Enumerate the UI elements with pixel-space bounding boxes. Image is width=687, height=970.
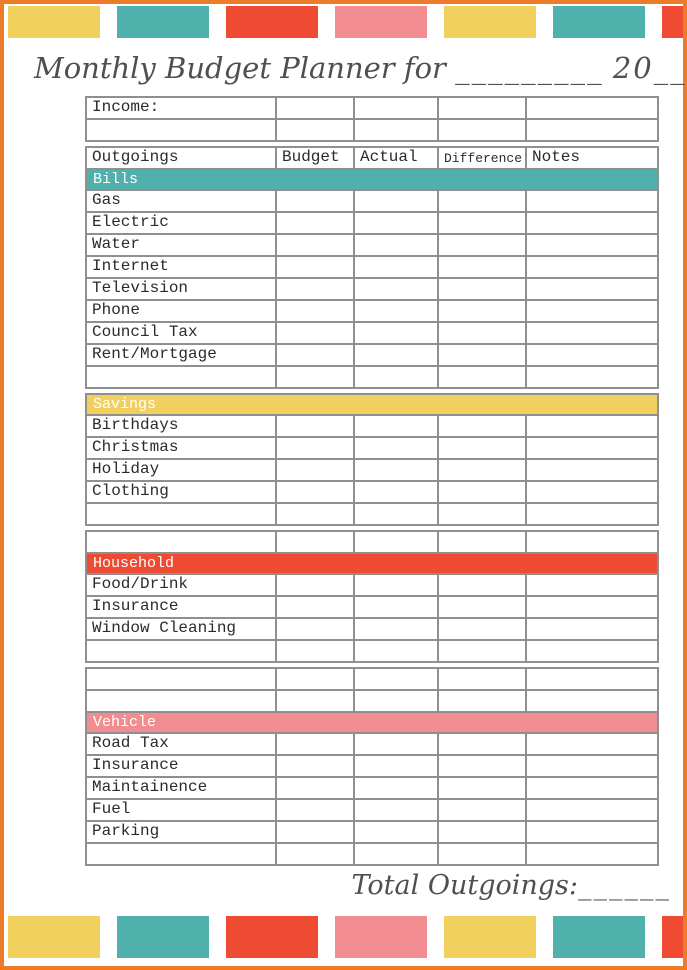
column-header-notes: Notes xyxy=(525,148,657,168)
blank-cell xyxy=(525,345,657,365)
blank-cell xyxy=(525,235,657,255)
section-band-bills: Bills xyxy=(87,168,657,189)
blank-cell xyxy=(275,734,353,754)
blank-cell xyxy=(353,416,437,436)
blank-cell xyxy=(525,532,657,552)
decor-block-red xyxy=(662,916,683,958)
blank-cell xyxy=(525,734,657,754)
table-group-4 xyxy=(85,667,659,866)
empty-row xyxy=(87,842,657,864)
blank-cell xyxy=(275,822,353,842)
blank-cell xyxy=(275,213,353,233)
column-header-outgoings: Outgoings xyxy=(92,148,179,166)
blank-cell xyxy=(525,438,657,458)
blank-cell xyxy=(87,532,275,552)
decor-bottom-row xyxy=(4,916,683,958)
row-label: Internet xyxy=(92,257,169,275)
item-row xyxy=(87,754,657,776)
blank-cell xyxy=(275,597,353,617)
item-row xyxy=(87,820,657,842)
blank-cell xyxy=(437,438,525,458)
blank-cell xyxy=(275,844,353,864)
blank-cell xyxy=(275,367,353,387)
blank-cell xyxy=(525,323,657,343)
blank-cell xyxy=(275,669,353,689)
blank-cell xyxy=(353,98,437,118)
decor-block-yellow xyxy=(444,6,536,38)
item-row xyxy=(87,277,657,299)
empty-row xyxy=(87,639,657,661)
row-label: Birthdays xyxy=(92,416,179,434)
item-row xyxy=(87,776,657,798)
blank-cell xyxy=(437,301,525,321)
title-year-blank: 20__ xyxy=(612,51,687,85)
blank-cell xyxy=(525,98,657,118)
row-label: Income: xyxy=(92,98,160,116)
blank-cell xyxy=(353,301,437,321)
blank-cell xyxy=(275,416,353,436)
blank-cell xyxy=(525,416,657,436)
row-label: Road Tax xyxy=(92,734,169,752)
row-label: Rent/Mortgage xyxy=(92,345,217,363)
decor-block-teal xyxy=(117,6,209,38)
blank-cell xyxy=(353,504,437,524)
blank-cell xyxy=(275,619,353,639)
decor-block-red xyxy=(662,6,683,38)
table-group-0 xyxy=(85,96,659,142)
column-header-difference: Difference xyxy=(437,148,525,168)
blank-cell xyxy=(353,822,437,842)
row-label: Christmas xyxy=(92,438,179,456)
blank-cell xyxy=(437,98,525,118)
blank-cell xyxy=(437,619,525,639)
empty-row xyxy=(87,669,657,689)
decor-top-row xyxy=(4,6,683,38)
blank-cell xyxy=(437,800,525,820)
decor-block-teal xyxy=(553,6,645,38)
blank-cell xyxy=(275,460,353,480)
blank-cell xyxy=(353,482,437,502)
decor-block-red xyxy=(226,916,318,958)
blank-cell xyxy=(87,367,275,387)
row-label: Insurance xyxy=(92,597,179,615)
blank-cell xyxy=(525,691,657,711)
item-row xyxy=(87,458,657,480)
blank-cell xyxy=(353,669,437,689)
blank-cell xyxy=(275,778,353,798)
blank-cell xyxy=(353,575,437,595)
blank-cell xyxy=(353,279,437,299)
blank-cell xyxy=(525,619,657,639)
blank-cell xyxy=(525,669,657,689)
empty-row xyxy=(87,532,657,552)
blank-cell xyxy=(437,532,525,552)
blank-cell xyxy=(525,575,657,595)
row-label: Insurance xyxy=(92,756,179,774)
item-row xyxy=(87,299,657,321)
blank-cell xyxy=(437,691,525,711)
blank-cell xyxy=(353,213,437,233)
blank-cell xyxy=(525,301,657,321)
blank-cell xyxy=(87,641,275,661)
title-name-blank: _________ xyxy=(455,51,604,85)
blank-cell xyxy=(275,438,353,458)
blank-cell xyxy=(437,460,525,480)
decor-block-yellow xyxy=(444,916,536,958)
total-outgoings-line xyxy=(4,870,683,901)
column-header-actual: Actual xyxy=(353,148,437,168)
blank-cell xyxy=(353,235,437,255)
row-label: Food/Drink xyxy=(92,575,189,593)
empty-row xyxy=(87,502,657,524)
blank-cell xyxy=(87,691,275,711)
blank-cell xyxy=(353,345,437,365)
blank-cell xyxy=(275,120,353,140)
blank-cell xyxy=(275,345,353,365)
row-label: Water xyxy=(92,235,141,253)
blank-cell xyxy=(275,301,353,321)
blank-cell xyxy=(525,191,657,211)
blank-cell xyxy=(353,367,437,387)
blank-cell xyxy=(437,822,525,842)
item-row xyxy=(87,255,657,277)
blank-cell xyxy=(437,844,525,864)
blank-cell xyxy=(353,532,437,552)
row-label: Fuel xyxy=(92,800,131,818)
blank-cell xyxy=(353,323,437,343)
blank-cell xyxy=(525,504,657,524)
blank-cell xyxy=(437,191,525,211)
decor-block-teal xyxy=(553,916,645,958)
blank-cell xyxy=(275,641,353,661)
blank-cell xyxy=(525,257,657,277)
item-row xyxy=(87,595,657,617)
blank-cell xyxy=(525,641,657,661)
table-group-3 xyxy=(85,530,659,663)
table-group-2 xyxy=(85,393,659,526)
total-outgoings-blank: ______ xyxy=(578,870,671,901)
decor-block-yellow xyxy=(8,6,100,38)
item-row xyxy=(87,573,657,595)
blank-cell xyxy=(353,619,437,639)
row-label: Parking xyxy=(92,822,160,840)
row-label: Council Tax xyxy=(92,323,198,341)
blank-cell xyxy=(353,844,437,864)
blank-cell xyxy=(87,844,275,864)
budget-table xyxy=(85,96,659,866)
blank-cell xyxy=(525,800,657,820)
item-row xyxy=(87,211,657,233)
blank-cell xyxy=(275,504,353,524)
blank-cell xyxy=(437,778,525,798)
blank-cell xyxy=(525,367,657,387)
blank-cell xyxy=(437,597,525,617)
blank-cell xyxy=(437,641,525,661)
blank-cell xyxy=(525,120,657,140)
blank-cell xyxy=(275,756,353,776)
blank-cell xyxy=(353,438,437,458)
blank-cell xyxy=(275,575,353,595)
blank-cell xyxy=(275,257,353,277)
blank-cell xyxy=(353,691,437,711)
row-label: Phone xyxy=(92,301,141,319)
page-title xyxy=(34,51,687,85)
item-row xyxy=(87,233,657,255)
blank-cell xyxy=(275,191,353,211)
blank-cell xyxy=(275,323,353,343)
blank-cell xyxy=(275,482,353,502)
blank-cell xyxy=(437,482,525,502)
blank-cell xyxy=(525,213,657,233)
blank-cell xyxy=(525,279,657,299)
blank-cell xyxy=(437,367,525,387)
blank-cell xyxy=(275,98,353,118)
section-band-savings: Savings xyxy=(87,395,657,414)
blank-cell xyxy=(275,532,353,552)
item-row xyxy=(87,436,657,458)
blank-cell xyxy=(437,120,525,140)
item-row xyxy=(87,732,657,754)
decor-block-red xyxy=(226,6,318,38)
blank-cell xyxy=(437,323,525,343)
blank-cell xyxy=(437,345,525,365)
section-band-household: Household xyxy=(87,552,657,573)
item-row xyxy=(87,617,657,639)
blank-cell xyxy=(437,257,525,277)
row-label: Maintainence xyxy=(92,778,208,796)
item-row xyxy=(87,480,657,502)
blank-cell xyxy=(353,460,437,480)
item-row xyxy=(87,189,657,211)
blank-cell xyxy=(525,756,657,776)
blank-cell xyxy=(353,800,437,820)
blank-cell xyxy=(525,778,657,798)
title-text: Monthly Budget Planner for xyxy=(34,51,446,85)
blank-cell xyxy=(275,279,353,299)
item-row xyxy=(87,98,657,118)
blank-cell xyxy=(437,235,525,255)
row-label: Holiday xyxy=(92,460,160,478)
blank-cell xyxy=(525,597,657,617)
blank-cell xyxy=(353,641,437,661)
blank-cell xyxy=(525,460,657,480)
section-band-vehicle: Vehicle xyxy=(87,711,657,732)
blank-cell xyxy=(353,257,437,277)
blank-cell xyxy=(437,279,525,299)
blank-cell xyxy=(437,213,525,233)
column-header-budget: Budget xyxy=(275,148,353,168)
blank-cell xyxy=(525,482,657,502)
blank-cell xyxy=(353,120,437,140)
blank-cell xyxy=(437,734,525,754)
column-header-row xyxy=(87,148,657,168)
blank-cell xyxy=(525,822,657,842)
total-outgoings-label: Total Outgoings: xyxy=(351,870,578,901)
blank-cell xyxy=(275,800,353,820)
blank-cell xyxy=(437,669,525,689)
row-label: Electric xyxy=(92,213,169,231)
table-group-1 xyxy=(85,146,659,389)
row-label: Television xyxy=(92,279,189,297)
blank-cell xyxy=(87,669,275,689)
blank-cell xyxy=(353,756,437,776)
blank-cell xyxy=(437,575,525,595)
empty-row xyxy=(87,689,657,711)
item-row xyxy=(87,321,657,343)
blank-cell xyxy=(353,778,437,798)
blank-cell xyxy=(353,597,437,617)
blank-cell xyxy=(437,756,525,776)
blank-cell xyxy=(275,691,353,711)
decor-block-pink xyxy=(335,916,427,958)
decor-block-yellow xyxy=(8,916,100,958)
empty-row xyxy=(87,365,657,387)
decor-block-pink xyxy=(335,6,427,38)
blank-cell xyxy=(275,235,353,255)
blank-cell xyxy=(437,504,525,524)
row-label: Clothing xyxy=(92,482,169,500)
item-row xyxy=(87,798,657,820)
blank-cell xyxy=(437,416,525,436)
blank-cell xyxy=(525,844,657,864)
item-row xyxy=(87,414,657,436)
blank-cell xyxy=(87,504,275,524)
decor-block-teal xyxy=(117,916,209,958)
row-label: Gas xyxy=(92,191,121,209)
blank-cell xyxy=(87,120,275,140)
blank-cell xyxy=(353,734,437,754)
row-label: Window Cleaning xyxy=(92,619,237,637)
empty-row xyxy=(87,118,657,140)
blank-cell xyxy=(353,191,437,211)
item-row xyxy=(87,343,657,365)
